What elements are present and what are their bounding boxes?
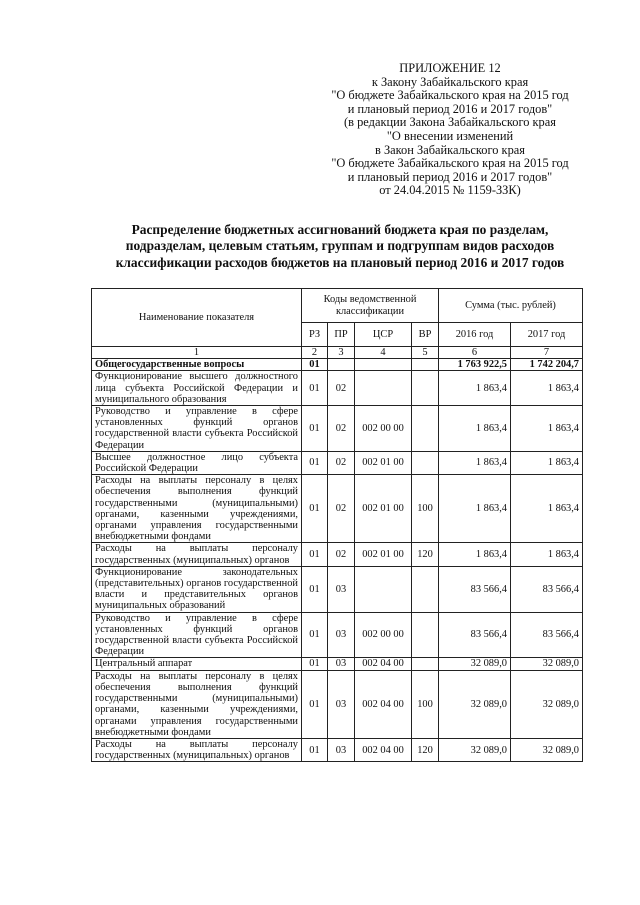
row-sum-2016: 1 863,4: [439, 543, 511, 566]
column-number-row: [92, 347, 583, 359]
row-sum-2016: 1 863,4: [439, 406, 511, 452]
table-row: [92, 406, 583, 452]
row-rz: 01: [302, 670, 328, 738]
row-name: Функционирование высшего должностного лица субъекта Российской Федерации и муниципального образования: [92, 371, 302, 406]
row-name: Расходы на выплаты персоналу государственных (муниципальных) органов: [92, 543, 302, 566]
appendix-line: в Закон Забайкальского края: [375, 142, 525, 157]
row-rz: 01: [302, 566, 328, 612]
row-sum-2017: 1 863,4: [511, 371, 583, 406]
header-sum: Сумма (тыс. рублей): [439, 289, 583, 323]
title-line: подразделам, целевым статьям, группам и подгруппам видов расходов: [125, 238, 555, 254]
row-pr: 02: [328, 543, 355, 566]
row-sum-2016: 83 566,4: [439, 612, 511, 658]
row-vr: [412, 359, 439, 371]
appendix-line: "О бюджете Забайкальского края на 2015 год: [331, 88, 569, 103]
header-2016: 2016 год: [439, 323, 511, 347]
row-sum-2017: 1 863,4: [511, 406, 583, 452]
row-csr: [355, 359, 412, 371]
row-rz: 01: [302, 359, 328, 371]
row-pr: 02: [328, 475, 355, 543]
row-vr: 120: [412, 738, 439, 761]
appendix-header: [300, 62, 600, 198]
col-number: 6: [439, 347, 511, 359]
row-rz: 01: [302, 738, 328, 761]
row-sum-2017: 83 566,4: [511, 612, 583, 658]
appendix-line: и плановый период 2016 и 2017 годов": [347, 169, 553, 184]
row-sum-2016: 1 863,4: [439, 371, 511, 406]
row-pr: 02: [328, 406, 355, 452]
table-row: [92, 543, 583, 566]
row-sum-2017: 32 089,0: [511, 738, 583, 761]
appendix-line: (в редакции Закона Забайкальского края: [344, 115, 556, 130]
appendix-line: "О бюджете Забайкальского края на 2015 год: [331, 156, 569, 171]
row-vr: 100: [412, 475, 439, 543]
row-sum-2016: 1 863,4: [439, 451, 511, 474]
col-number: 2: [302, 347, 328, 359]
table-row: [92, 371, 583, 406]
row-name: Расходы на выплаты персоналу в целях обеспечения выполнения функций государственными (муниципальными) органами, казенными учреждениями, органами управления государственными внебюджетными фондами: [92, 475, 302, 543]
header-codes: Коды ведомственной классификации: [302, 289, 439, 323]
row-vr: [412, 451, 439, 474]
row-pr: 03: [328, 612, 355, 658]
row-name: Расходы на выплаты персоналу в целях обеспечения выполнения функций государственными (муниципальными) органами, казенными учреждениями, органами управления государственными внебюджетными фондами: [92, 670, 302, 738]
appendix-line: "О внесении изменений: [386, 128, 514, 143]
row-pr: 03: [328, 566, 355, 612]
row-name: Общегосударственные вопросы: [92, 359, 302, 371]
row-csr: 002 04 00: [355, 738, 412, 761]
row-rz: 01: [302, 451, 328, 474]
row-rz: 01: [302, 475, 328, 543]
row-pr: 03: [328, 658, 355, 670]
row-rz: 01: [302, 406, 328, 452]
row-pr: 02: [328, 451, 355, 474]
row-rz: 01: [302, 658, 328, 670]
col-number: 5: [412, 347, 439, 359]
table-row: [92, 670, 583, 738]
appendix-line: от 24.04.2015 № 1159-ЗЗК): [379, 183, 521, 198]
row-rz: 01: [302, 543, 328, 566]
row-rz: 01: [302, 371, 328, 406]
header-vr: ВР: [412, 323, 439, 347]
row-rz: 01: [302, 612, 328, 658]
row-sum-2017: 1 863,4: [511, 475, 583, 543]
row-pr: 03: [328, 670, 355, 738]
row-vr: 100: [412, 670, 439, 738]
budget-table: [91, 288, 583, 762]
row-csr: 002 04 00: [355, 670, 412, 738]
row-name: Руководство и управление в сфере установленных функций органов государственной власти субъекта Российской Федерации: [92, 612, 302, 658]
row-vr: [412, 612, 439, 658]
col-number: 1: [92, 347, 302, 359]
appendix-line: и плановый период 2016 и 2017 годов": [347, 101, 553, 116]
document-title: [80, 222, 600, 271]
row-sum-2017: 32 089,0: [511, 670, 583, 738]
title-line: Распределение бюджетных ассигнований бюджета края по разделам,: [131, 222, 549, 237]
row-name: Функционирование законодательных (представительных) органов государственной власти и представительных органов муниципальных образований: [92, 566, 302, 612]
row-name: Расходы на выплаты персоналу государственных (муниципальных) органов: [92, 738, 302, 761]
header-pr: ПР: [328, 323, 355, 347]
row-csr: 002 00 00: [355, 406, 412, 452]
appendix-line: ПРИЛОЖЕНИЕ 12: [399, 61, 501, 75]
row-sum-2016: 32 089,0: [439, 738, 511, 761]
row-csr: 002 01 00: [355, 475, 412, 543]
table-row: [92, 612, 583, 658]
row-name: Центральный аппарат: [92, 658, 302, 670]
header-2017: 2017 год: [511, 323, 583, 347]
table-row: [92, 566, 583, 612]
row-vr: [412, 658, 439, 670]
table-row: [92, 359, 583, 371]
row-vr: [412, 406, 439, 452]
row-vr: [412, 371, 439, 406]
row-sum-2017: 1 742 204,7: [511, 359, 583, 371]
title-line: классификации расходов бюджетов на плановый период 2016 и 2017 годов: [115, 254, 565, 270]
row-name: Высшее должностное лицо субъекта Российской Федерации: [92, 451, 302, 474]
row-sum-2017: 1 863,4: [511, 543, 583, 566]
row-csr: 002 01 00: [355, 451, 412, 474]
row-sum-2016: 83 566,4: [439, 566, 511, 612]
table-row: [92, 475, 583, 543]
row-sum-2017: 1 863,4: [511, 451, 583, 474]
row-sum-2017: 83 566,4: [511, 566, 583, 612]
table-row: [92, 738, 583, 761]
row-sum-2017: 32 089,0: [511, 658, 583, 670]
header-name: Наименование показателя: [92, 289, 302, 347]
row-sum-2016: 32 089,0: [439, 658, 511, 670]
row-vr: 120: [412, 543, 439, 566]
col-number: 4: [355, 347, 412, 359]
header-rz: РЗ: [302, 323, 328, 347]
row-csr: [355, 371, 412, 406]
row-sum-2016: 32 089,0: [439, 670, 511, 738]
appendix-line: к Закону Забайкальского края: [371, 74, 529, 89]
row-sum-2016: 1 863,4: [439, 475, 511, 543]
col-number: 3: [328, 347, 355, 359]
col-number: 7: [511, 347, 583, 359]
row-vr: [412, 566, 439, 612]
row-csr: 002 00 00: [355, 612, 412, 658]
row-csr: [355, 566, 412, 612]
header-csr: ЦСР: [355, 323, 412, 347]
row-csr: 002 04 00: [355, 658, 412, 670]
row-pr: 02: [328, 371, 355, 406]
row-pr: 03: [328, 738, 355, 761]
table-row: [92, 451, 583, 474]
row-sum-2016: 1 763 922,5: [439, 359, 511, 371]
row-pr: [328, 359, 355, 371]
row-csr: 002 01 00: [355, 543, 412, 566]
row-name: Руководство и управление в сфере установленных функций органов государственной власти субъекта Российской Федерации: [92, 406, 302, 452]
table-row: [92, 658, 583, 670]
